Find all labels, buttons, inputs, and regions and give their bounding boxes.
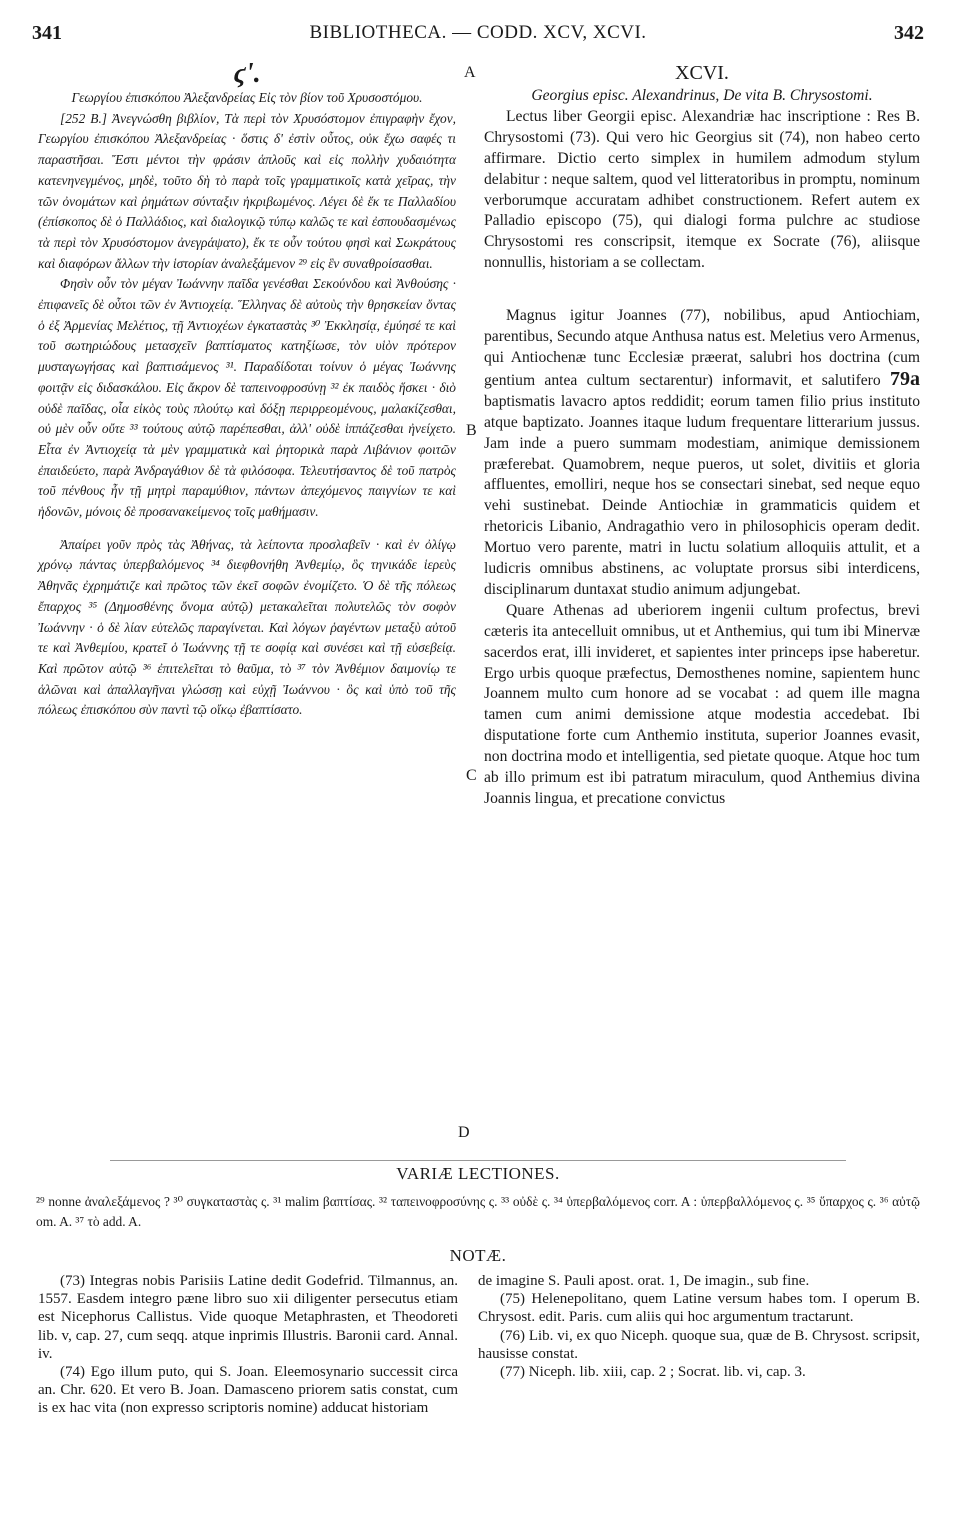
greek-paragraph: [252 B.] Ἀνεγνώσθη βιβλίον, Τὰ περὶ τὸν Χρυσόστομον ἐπιγραφὴν ἔχον, Γεωργίου ἐπισκόπου Ἀλεξανδρείας · ὅστις δ' ἐστὶν οὗτος, οὐκ ἔχω σαφές τι παραστῆσαι. Ἔστι μέντοι τὴν φράσιν ἁπλοῦς καὶ εἰς πολλὴν χυδαιότητα κατενηνεγμένος, μηδὲ, τοῦτο δὴ τὸ παρὰ τοῖς γραμματικοῖς κατὰ χεῖρας, τὴν τῶν ὀνομάτων καὶ ῥημάτων σύνταξιν ἠκριβωμένος. Λέγει δὲ ἔκ τε Παλλαδίου (ἐπίσκοπος δὲ ὁ Παλλάδιος, καὶ διαλογικῷ τύπῳ καλῶς τε καὶ ἐσπουδασμένως τὰ περὶ τὸν Χρυσόστομον ἀνεγράψατο), ἔκ τε οὖν τούτου φησὶ καὶ Σωκράτους καὶ διαφόρων ἄλλων τὴν ἱστορίαν ἀναλεξάμενον ²⁹ εἰς ἓν συναθροίσασθαι. [38, 110, 456, 271]
page-number-left: 341 [32, 22, 62, 44]
latin-column [484, 60, 920, 810]
greek-column [38, 60, 456, 721]
latin-title: Georgius episc. Alexandrinus, De vita B. Chrysostomi. [531, 87, 873, 104]
margin-marker-a: A [464, 64, 476, 81]
note-item: (75) Helenepolitano, quem Latine versum habes tom. I operum B. Chrysost. edit. Paris. cum aliis qui hoc argumentum tractarunt. [478, 1291, 920, 1326]
margin-marker-c: C [466, 767, 477, 784]
notes-right-column [478, 1272, 920, 1381]
latin-paragraph: Quare Athenas ad uberiorem ingenii cultum profectus, brevi cæteris ita antecelluit omnibus, ut et Anthemius, qui tum ibi Minervæ sacerdos erat, illi invideret, et sapientes inter princeps ipse haberetur. Ergo urbis quoque præfectus, Demosthenes nomine, sapientem hunc Joannem multo cum honore ad se vocabat : ad quem ille magna tamen cum animi demissione atque modestia accedebat. Ibi disputatione forte cum Anthemio instituta, superior Joannes evasit, non doctrina modo et intelligentia, sed pietate quoque. Atque hoc tum ab illo primum est ibi patratum miraculum, quod Anthemius divina Joannis lingua, et precatione convictus [484, 601, 920, 807]
greek-paragraph: Φησὶν οὖν τὸν μέγαν Ἰωάννην παῖδα γενέσθαι Σεκούνδου καὶ Ἀνθούσης · ἐπιφανεῖς δὲ οὗτοι τῶν ἐν Ἀντιοχείᾳ. Ἕλληνας δὲ αὐτοὺς τὴν θρησκείαν ὄντας ὁ ἐξ Ἀρμενίας Μελέτιος, τῇ Ἀντιοχέων ἐγκαταστὰς ³⁰ Ἐκκλησίᾳ, ἐμύησέ τε καὶ τοῦ σωτηριώδους μετασχεῖν βαπτίσματος κατηξίωσε, τὸν υἱὸν πρότερον μυσταγωγήσας καὶ βαπτισάμενος ³¹. Παραδίδοται τοίνυν ὁ μέγας Ἰωάννης φοιτᾷν εἰς διδασκάλου. Εἰς ἄκρον δὲ ταπεινοφροσύνῃ ³² ἐκ παιδὸς ἥσκει · διὸ οὐδὲ παῖδας, οἷα εἰκὸς τοὺς πλούτῳ καὶ δόξῃ περιρρεομένους, μαλακίζεσθαι, οὐ μὲν οὖν οὔτε ³³ τούτους αὐτῷ παρέπεσθαι, ἀλλ' οὐδὲ ἱππάζεσθαι ἠνείχετο. Εἶτα ἐν Ἀντιοχείᾳ τὰ μὲν γραμματικὰ καὶ ῥητορικὰ παρὰ Λιβάνιον φοιτῶν ἐπαιδεύετο, παρὰ Ἀνδραγάθιον δὲ τὰ φιλόσοφα. Τελευτήσαντος δὲ τοῦ πατρὸς τοῦ πένθους ἦν τῇ μητρὶ παραμύθιον, πάντων ἀπεχόμενος παιγνίων τε καὶ ἡδονῶν, μόνοις δὲ προσανακείμενος τοῖς μαθήμασιν. [38, 276, 456, 520]
page-number-right: 342 [894, 22, 924, 44]
variae-lectiones-heading: VARIÆ LECTIONES. [396, 1164, 560, 1183]
note-item: (74) Ego illum puto, qui S. Joan. Eleemosynario successit circa an. Chr. 620. Et vero B. Joan. Damasceno priorem satis constat, cum is ex hac vita (non expresso scriptoris nomine) adducat historiam [38, 1364, 458, 1417]
latin-text: Magnus igitur Joannes (77), nobilibus, apud Antiochiam, parentibus, Secundo atque Anthusa natus est. Meletius vero Armenus, qui Antiochenæ tunc Ecclesiæ præerat, salubri hos doctrina (cum gentium antea cultum sectarentur) informavit, et salutifero [484, 307, 920, 389]
greek-paragraph: Ἀπαίρει γοῦν πρὸς τὰς Ἀθήνας, τὰ λείποντα προσλαβεῖν · καὶ ἐν ὀλίγῳ χρόνῳ πάντας ὑπερβαλόμενος ³⁴ διεφθονήθη Ἀνθεμίῳ, ὃς τηνικάδε ἱερεὺς Ἀθηνᾶς ἐχρημάτιζε καὶ πρῶτος τῶν ἐκεῖ σοφῶν ἐνομίζετο. Ὁ δὲ τῆς πόλεως ἔπαρχος ³⁵ (Δημοσθένης ὄνομα αὐτῷ) μετακαλεῖται πολυτελῶς τὸν σοφὸν Ἰωάννην · ὁ δὲ λίαν εὐτελῶς παραγίνεται. Καὶ λόγων ῥαγέντων μεταξὺ αὐτοῦ τε καὶ Ἀνθεμίου, κρατεῖ ὁ Ἰωάννης τῇ τε σοφίᾳ καὶ συνέσει καὶ τῇ εὐσεβείᾳ. Καὶ πρῶτον αὐτῷ ³⁶ ἐπιτελεῖται τὸ θαῦμα, τὸ ³⁷ τὸν Ἀνθέμιον δαιμονίῳ τε ἁλῶναι καὶ ἀπαλλαγῆναι γλώσσῃ καὶ εὐχῇ Ἰωάννου · ὃς καὶ ὑπὸ τοῦ τῆς πόλεως ἐπισκόπου σὺν παντὶ τῷ οἴκῳ ἐβαπτίσατο. [38, 536, 456, 718]
codex-number-latin: XCVI. [675, 62, 729, 84]
codex-number-greek: ϛ'. [233, 58, 261, 89]
latin-paragraph: Lectus liber Georgii episc. Alexandriæ hac inscriptione : Res B. Chrysostomi (73). Qui vero hic Georgius sit (74), non habeo certo affirmare. Dictio certo simplex in humilem admodum stylum delabitur : neque saltem, quod vel litteratoribus in promptu, nominum verborumque accuratam adhibet constructionem. Refert autem ex Palladio episcopo (75), qui dialogi forma pulchre ac studiose Chrysostomi res conscripsit, itemque ex Socrate (76), aliisque nonnullis, historiam a se collectam. [484, 107, 920, 272]
greek-title: Γεωργίου ἐπισκόπου Ἀλεξανδρείας Εἰς τὸν βίον τοῦ Χρυσοστόμου. [71, 90, 423, 105]
notae-heading: NOTÆ. [449, 1246, 507, 1265]
latin-text: baptismatis lavacro aptos reddidit; eorum tamen filio prius instituto atque baptizato. Joannes itaque ludum frequentare litterarium jussus. Jam inde a puero summam modestiam, animique demissionem præferebat. Quamobrem, neque pueros, ut solet, divitiis et gloria affluentes, emolliri, neque hos se consectari sinebat, sed neque equo vehi sustinebat. Deinde Antiochiæ in grammaticis quidem et rhetoricis Libanio, Andragathio vero in philosophicis operam dedit. Mortuo vero parente, matri in luctu solatium alloquiis attulit, et a ludicris omnibus abstinens, ac voluptate prorsus sibi interdicens, disciplinarum duntaxat studio animum adjungebat. [484, 392, 920, 598]
column-marker: 79a [890, 367, 920, 390]
note-item: de imagine S. Pauli apost. orat. 1, De imagin., sub fine. [478, 1273, 810, 1289]
note-item: (73) Integras nobis Parisiis Latine dedit Godefrid. Tilmannus, an. 1557. Easdem integro pæne libro suo xii diligenter persecutus etiam est Nicephorus Callistus. Vide quoque Metaphrasten, et Theodoreti lib. v, cap. 27, cum seqq. atque inprimis Illustris. Baronii card. Annal. iv. [38, 1273, 458, 1362]
divider-rule [110, 1160, 846, 1161]
latin-paragraph [484, 306, 920, 601]
notes-left-column [38, 1272, 458, 1418]
margin-marker-d: D [458, 1124, 470, 1141]
running-header [32, 22, 924, 48]
variae-lectiones-text: ²⁹ nonne ἀναλεξάμενος ? ³⁰ συγκαταστὰς ς. ³¹ malim βαπτίσας. ³² ταπεινοφροσύνης ς. ³³ οὐδὲ ς. ³⁴ ὑπερβαλόμενος corr. A : ὑπερβαλλόμενος ς. ³⁵ ὕπαρχος ς. ³⁶ αὐτῷ om. A. ³⁷ τὸ add. A. [36, 1194, 920, 1229]
note-item: (77) Niceph. lib. xiii, cap. 2 ; Socrat. lib. vi, cap. 3. [500, 1364, 806, 1381]
margin-marker-b: B [466, 422, 477, 439]
note-item: (76) Lib. vi, ex quo Niceph. quoque sua, quæ de B. Chrysost. scripsit, hausisse constat. [478, 1327, 920, 1362]
running-title: BIBLIOTHECA. — CODD. XCV, XCVI. [309, 22, 647, 43]
